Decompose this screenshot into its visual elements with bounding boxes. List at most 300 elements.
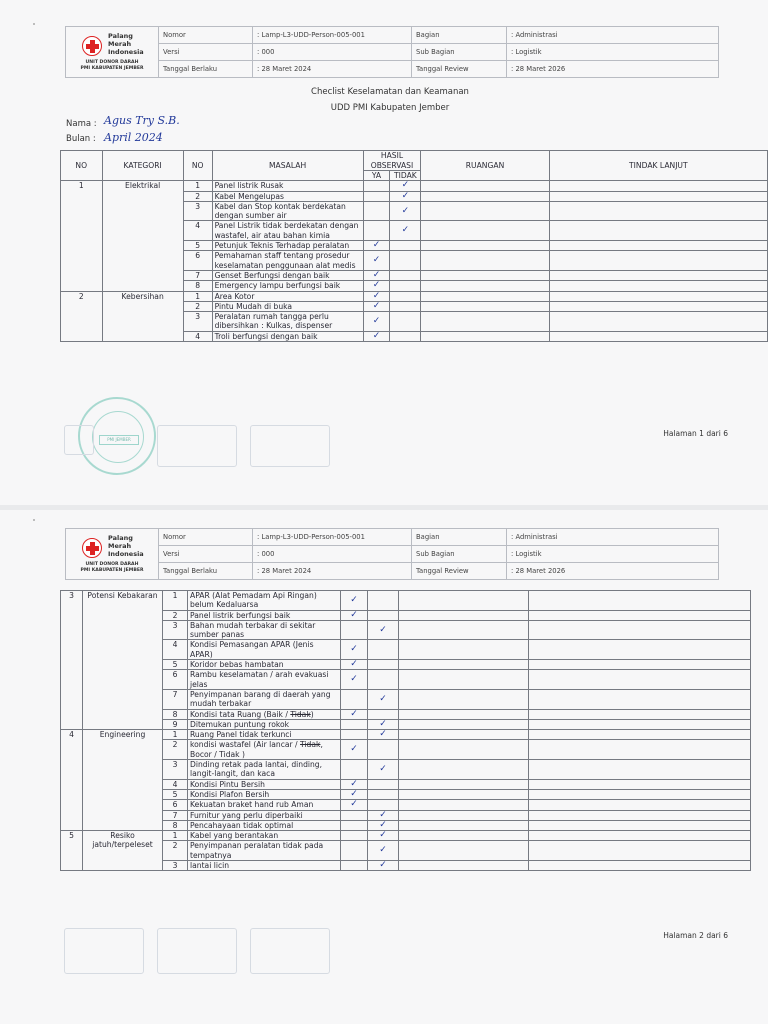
- check-mark-icon: ✓: [379, 845, 387, 856]
- checklist-table-1: [60, 150, 768, 342]
- check-mark-icon: ✓: [372, 291, 381, 301]
- item-number: 1: [163, 591, 188, 611]
- check-mark-icon: ✓: [401, 225, 410, 236]
- tindak-lanjut-cell[interactable]: [549, 312, 767, 332]
- checklist-table-2: [60, 590, 751, 871]
- bulan-value: April 2024: [104, 131, 163, 144]
- item-masalah: APAR (Alat Pemadam Api Ringan) belum Kedaluarsa: [188, 591, 341, 611]
- table-row: [61, 291, 768, 301]
- tidak-checkbox[interactable]: [390, 301, 421, 311]
- item-number: 2: [163, 610, 188, 620]
- ruangan-cell[interactable]: [421, 291, 549, 301]
- item-masalah: Kondisi Pemasangan APAR (Jenis APAR): [188, 640, 341, 660]
- item-masalah: Panel listrik berfungsi baik: [188, 610, 341, 620]
- table-row: [61, 591, 751, 611]
- item-number: 5: [163, 789, 188, 799]
- berlaku-label: Tanggal Berlaku: [159, 563, 253, 580]
- item-masalah: Pemahaman staff tentang prosedur keselamatan penggunaan alat medis: [212, 251, 363, 271]
- item-masalah: Rambu keselamatan / arah evakuasi jelas: [188, 670, 341, 690]
- check-mark-icon: ✓: [372, 255, 381, 266]
- tidak-checkbox[interactable]: [368, 620, 399, 640]
- nama-value: Agus Try S.B.: [104, 114, 180, 127]
- table-1-body: [61, 181, 768, 342]
- item-number: 6: [163, 800, 188, 810]
- ya-checkbox[interactable]: [341, 810, 368, 820]
- tindak-lanjut-cell[interactable]: [549, 181, 767, 191]
- bagian-label: Bagian: [412, 27, 507, 44]
- item-number: 4: [183, 221, 212, 241]
- ruangan-cell[interactable]: [399, 789, 529, 799]
- ruangan-cell[interactable]: [399, 620, 529, 640]
- tindak-lanjut-cell[interactable]: [529, 670, 751, 690]
- table-row: [61, 689, 751, 709]
- document-header-2: [65, 528, 719, 580]
- table-row: [61, 709, 751, 719]
- ya-checkbox[interactable]: [363, 251, 390, 271]
- review-label: Tanggal Review: [412, 61, 507, 78]
- ya-checkbox[interactable]: [363, 270, 390, 280]
- tindak-lanjut-cell[interactable]: [529, 789, 751, 799]
- subbagian-value: : Logistik: [507, 44, 719, 61]
- ya-checkbox[interactable]: [341, 591, 368, 611]
- ruangan-cell[interactable]: [399, 810, 529, 820]
- ya-checkbox[interactable]: [341, 689, 368, 709]
- tindak-lanjut-cell[interactable]: [549, 301, 767, 311]
- red-cross-icon: [82, 538, 102, 558]
- tindak-lanjut-cell[interactable]: [529, 719, 751, 729]
- tindak-lanjut-cell[interactable]: [529, 760, 751, 780]
- ruangan-cell[interactable]: [399, 719, 529, 729]
- tindak-lanjut-cell[interactable]: [549, 241, 767, 251]
- ruangan-cell[interactable]: [421, 270, 549, 280]
- check-mark-icon: ✓: [379, 860, 387, 871]
- item-masalah: Dinding retak pada lantai, dinding, langit-langit, dan kaca: [188, 760, 341, 780]
- ya-checkbox[interactable]: [341, 779, 368, 789]
- item-masalah: Petunjuk Teknis Terhadap peralatan: [212, 241, 363, 251]
- ruangan-cell[interactable]: [421, 241, 549, 251]
- check-mark-icon: ✓: [372, 240, 381, 251]
- group-number: 3: [61, 591, 83, 730]
- tidak-checkbox[interactable]: [390, 291, 421, 301]
- check-mark-icon: ✓: [379, 624, 387, 635]
- ruangan-cell[interactable]: [399, 831, 529, 841]
- ya-checkbox[interactable]: [341, 730, 368, 740]
- berlaku-value: : 28 Maret 2024: [253, 563, 412, 580]
- ya-checkbox[interactable]: [363, 331, 390, 341]
- tindak-lanjut-cell[interactable]: [529, 820, 751, 830]
- tindak-lanjut-cell[interactable]: [529, 610, 751, 620]
- table-row: [61, 740, 751, 760]
- item-number: 7: [163, 689, 188, 709]
- tindak-lanjut-cell[interactable]: [549, 201, 767, 221]
- ya-checkbox[interactable]: [363, 301, 390, 311]
- bagian-value: : Administrasi: [507, 27, 719, 44]
- tidak-checkbox[interactable]: [368, 660, 399, 670]
- tindak-lanjut-cell[interactable]: [529, 689, 751, 709]
- item-masalah: Panel listrik Rusak: [212, 181, 363, 191]
- tindak-lanjut-cell[interactable]: [529, 740, 751, 760]
- ya-checkbox[interactable]: [341, 610, 368, 620]
- review-value: : 28 Maret 2026: [507, 61, 719, 78]
- item-number: 2: [183, 301, 212, 311]
- tindak-lanjut-cell[interactable]: [549, 331, 767, 341]
- table-row: [61, 841, 751, 861]
- table-row: [61, 610, 751, 620]
- check-mark-icon: ✓: [379, 830, 387, 841]
- table-row: [61, 800, 751, 810]
- ruangan-cell[interactable]: [399, 779, 529, 789]
- berlaku-value: : 28 Maret 2024: [253, 61, 412, 78]
- check-mark-icon: ✓: [350, 594, 358, 605]
- tindak-lanjut-cell[interactable]: [529, 709, 751, 719]
- item-masalah: [188, 740, 341, 760]
- item-masalah: Genset Berfungsi dengan baik: [212, 270, 363, 280]
- table-row: [61, 719, 751, 729]
- check-mark-icon: ✓: [350, 789, 358, 799]
- document-header: [65, 26, 719, 78]
- item-masalah: Kabel dan Stop kontak berdekatan dengan sumber air: [212, 201, 363, 221]
- table-row: [61, 670, 751, 690]
- ruangan-cell[interactable]: [399, 660, 529, 670]
- tindak-lanjut-cell[interactable]: [529, 620, 751, 640]
- ya-checkbox[interactable]: [341, 800, 368, 810]
- tindak-lanjut-cell[interactable]: [529, 800, 751, 810]
- tidak-checkbox[interactable]: [390, 241, 421, 251]
- masalah-part: kondisi wastafel (Air lancar /: [190, 740, 301, 750]
- nomor-value: : Lamp-L3-UDD-Person-005-001: [253, 27, 412, 44]
- check-mark-icon: ✓: [350, 709, 358, 719]
- item-number: 3: [163, 620, 188, 640]
- ya-checkbox[interactable]: [341, 640, 368, 660]
- tindak-lanjut-cell[interactable]: [529, 841, 751, 861]
- col-no2: NO: [183, 151, 212, 181]
- ruangan-cell[interactable]: [399, 760, 529, 780]
- tindak-lanjut-cell[interactable]: [529, 591, 751, 611]
- ya-checkbox[interactable]: [341, 861, 368, 871]
- check-mark-icon: ✓: [372, 315, 381, 326]
- ya-checkbox[interactable]: [341, 820, 368, 830]
- ya-checkbox[interactable]: [341, 709, 368, 719]
- ruangan-cell[interactable]: [421, 191, 549, 201]
- tindak-lanjut-cell[interactable]: [529, 660, 751, 670]
- ruangan-cell[interactable]: [421, 281, 549, 291]
- ya-checkbox[interactable]: [341, 670, 368, 690]
- review-label: Tanggal Review: [412, 563, 507, 580]
- item-number: 1: [163, 730, 188, 740]
- tindak-lanjut-cell[interactable]: [529, 640, 751, 660]
- paraf-box-1: [64, 928, 144, 974]
- red-cross-icon: [82, 36, 102, 56]
- group-kategori: Kebersihan: [102, 291, 183, 341]
- nomor-label: Nomor: [159, 529, 253, 546]
- check-mark-icon: ✓: [350, 779, 358, 789]
- item-number: 2: [183, 191, 212, 201]
- tidak-checkbox[interactable]: [390, 191, 421, 201]
- paraf-box-2: [157, 425, 237, 467]
- subbagian-label: Sub Bagian: [412, 546, 507, 563]
- item-masalah: Kondisi Pintu Bersih: [188, 779, 341, 789]
- item-number: 4: [163, 640, 188, 660]
- group-kategori: Resiko jatuh/terpeleset: [83, 831, 163, 871]
- ya-checkbox[interactable]: [341, 789, 368, 799]
- col-ya: YA: [363, 171, 390, 181]
- col-masalah: MASALAH: [212, 151, 363, 181]
- item-number: 3: [183, 312, 212, 332]
- item-number: 7: [183, 270, 212, 280]
- ya-checkbox[interactable]: [363, 281, 390, 291]
- ruangan-cell[interactable]: [421, 331, 549, 341]
- item-number: 1: [183, 291, 212, 301]
- item-number: 7: [163, 810, 188, 820]
- ruangan-cell[interactable]: [421, 201, 549, 221]
- item-number: 3: [183, 201, 212, 221]
- masalah-part: , Bocor / Tidak ): [190, 740, 323, 759]
- item-number: 5: [163, 660, 188, 670]
- masalah-part: Kondisi tata Ruang (Baik /: [190, 709, 291, 719]
- scan-speck: [33, 23, 35, 25]
- versi-label: Versi: [159, 546, 253, 563]
- item-number: 9: [163, 719, 188, 729]
- item-masalah: Ditemukan puntung rokok: [188, 719, 341, 729]
- tidak-checkbox[interactable]: [368, 610, 399, 620]
- ruangan-cell[interactable]: [421, 312, 549, 332]
- check-mark-icon: ✓: [350, 674, 358, 685]
- tindak-lanjut-cell[interactable]: [549, 281, 767, 291]
- table-row: [61, 831, 751, 841]
- tidak-checkbox[interactable]: [390, 312, 421, 332]
- ya-checkbox[interactable]: [363, 181, 390, 191]
- pmi-logo: Palang Merah Indonesia UNIT DONOR DARAH PMI KABUPATEN JEMBER: [66, 529, 159, 580]
- ruangan-cell[interactable]: [399, 841, 529, 861]
- check-mark-icon: ✓: [372, 331, 381, 341]
- tidak-checkbox[interactable]: [368, 640, 399, 660]
- review-value: : 28 Maret 2026: [507, 563, 719, 580]
- group-number: 4: [61, 730, 83, 831]
- check-mark-icon: ✓: [379, 820, 387, 830]
- tindak-lanjut-cell[interactable]: [529, 779, 751, 789]
- page-footer-2: Halaman 2 dari 6: [663, 931, 728, 940]
- ya-checkbox[interactable]: [363, 191, 390, 201]
- ya-checkbox[interactable]: [363, 291, 390, 301]
- item-masalah: Pencahayaan tidak optimal: [188, 820, 341, 830]
- check-mark-icon: ✓: [350, 610, 358, 620]
- ruangan-cell[interactable]: [399, 820, 529, 830]
- tidak-checkbox[interactable]: [368, 760, 399, 780]
- item-number: 5: [183, 241, 212, 251]
- check-mark-icon: ✓: [350, 659, 358, 670]
- nomor-value: : Lamp-L3-UDD-Person-005-001: [253, 529, 412, 546]
- ruangan-cell[interactable]: [399, 640, 529, 660]
- item-masalah: Peralatan rumah tangga perlu dibersihkan : Kulkas, dispenser: [212, 312, 363, 332]
- doc-title: Checlist Keselamatan dan Keamanan: [311, 87, 469, 97]
- tidak-checkbox[interactable]: [368, 789, 399, 799]
- group-number: 5: [61, 831, 83, 871]
- check-mark-icon: ✓: [372, 270, 381, 280]
- tidak-checkbox[interactable]: [368, 719, 399, 729]
- table-row: [61, 730, 751, 740]
- tidak-checkbox[interactable]: [368, 591, 399, 611]
- paraf-box-2: [157, 928, 237, 974]
- col-tidak: TIDAK: [390, 171, 421, 181]
- check-mark-icon: ✓: [372, 280, 381, 291]
- check-mark-icon: ✓: [379, 763, 387, 774]
- item-masalah: Emergency lampu berfungsi baik: [212, 281, 363, 291]
- check-mark-icon: ✓: [379, 729, 387, 740]
- tidak-checkbox[interactable]: [368, 841, 399, 861]
- col-tindak: TINDAK LANJUT: [549, 151, 767, 181]
- ruangan-cell[interactable]: [399, 709, 529, 719]
- ruangan-cell[interactable]: [399, 861, 529, 871]
- nomor-label: Nomor: [159, 27, 253, 44]
- tidak-checkbox[interactable]: [390, 251, 421, 271]
- tidak-checkbox[interactable]: [390, 281, 421, 291]
- tindak-lanjut-cell[interactable]: [529, 861, 751, 871]
- item-number: 1: [183, 181, 212, 191]
- item-masalah: Panel Listrik tidak berdekatan dengan wastafel, air atau bahan kimia: [212, 221, 363, 241]
- table-row: [61, 181, 768, 191]
- tidak-checkbox[interactable]: [368, 670, 399, 690]
- col-kategori: KATEGORI: [102, 151, 183, 181]
- ya-checkbox[interactable]: [363, 241, 390, 251]
- ya-checkbox[interactable]: [341, 740, 368, 760]
- tidak-checkbox[interactable]: [368, 779, 399, 789]
- ruangan-cell[interactable]: [399, 740, 529, 760]
- item-masalah: lantai licin: [188, 861, 341, 871]
- tidak-checkbox[interactable]: [368, 831, 399, 841]
- check-mark-icon: ✓: [379, 810, 387, 820]
- versi-value: : 000: [253, 44, 412, 61]
- versi-label: Versi: [159, 44, 253, 61]
- group-number: 1: [61, 181, 103, 291]
- check-mark-icon: ✓: [379, 693, 387, 704]
- tindak-lanjut-cell[interactable]: [529, 831, 751, 841]
- tidak-checkbox[interactable]: [390, 201, 421, 221]
- group-kategori: Engineering: [83, 730, 163, 831]
- item-number: 2: [163, 740, 188, 760]
- item-number: 3: [163, 861, 188, 871]
- ya-checkbox[interactable]: [341, 760, 368, 780]
- ya-checkbox[interactable]: [363, 312, 390, 332]
- item-masalah: Pintu Mudah di buka: [212, 301, 363, 311]
- ruangan-cell[interactable]: [399, 800, 529, 810]
- check-mark-icon: ✓: [372, 301, 381, 311]
- check-mark-icon: ✓: [401, 191, 410, 201]
- item-masalah: Furnitur yang perlu diperbaiki: [188, 810, 341, 820]
- item-number: 2: [163, 841, 188, 861]
- ruangan-cell[interactable]: [399, 689, 529, 709]
- col-no: NO: [61, 151, 103, 181]
- ruangan-cell[interactable]: [421, 181, 549, 191]
- group-number: 2: [61, 291, 103, 341]
- ya-checkbox[interactable]: [363, 201, 390, 221]
- doc-subtitle: UDD PMI Kabupaten Jember: [330, 103, 450, 113]
- tindak-lanjut-cell[interactable]: [549, 221, 767, 241]
- versi-value: : 000: [253, 546, 412, 563]
- ruangan-cell[interactable]: [399, 670, 529, 690]
- tidak-checkbox[interactable]: [390, 270, 421, 280]
- item-number: 6: [163, 670, 188, 690]
- tidak-checkbox[interactable]: [390, 181, 421, 191]
- table-row: [61, 620, 751, 640]
- tindak-lanjut-cell[interactable]: [549, 191, 767, 201]
- tidak-checkbox[interactable]: [368, 810, 399, 820]
- col-hasil: HASIL OBSERVASI: [363, 151, 421, 171]
- item-number: 3: [163, 760, 188, 780]
- tindak-lanjut-cell[interactable]: [549, 291, 767, 301]
- ya-checkbox[interactable]: [363, 221, 390, 241]
- check-mark-icon: ✓: [401, 205, 410, 216]
- tidak-checkbox[interactable]: [368, 820, 399, 830]
- tidak-checkbox[interactable]: [368, 730, 399, 740]
- ya-checkbox[interactable]: [341, 660, 368, 670]
- ya-checkbox[interactable]: [341, 719, 368, 729]
- ruangan-cell[interactable]: [421, 251, 549, 271]
- item-masalah: Troli berfungsi dengan baik: [212, 331, 363, 341]
- tindak-lanjut-cell[interactable]: [529, 730, 751, 740]
- ya-checkbox[interactable]: [341, 831, 368, 841]
- table-row: [61, 789, 751, 799]
- item-masalah: Kondisi Plafon Bersih: [188, 789, 341, 799]
- tidak-checkbox[interactable]: [368, 800, 399, 810]
- table-2-body: [61, 591, 751, 871]
- tidak-checkbox[interactable]: [368, 709, 399, 719]
- ruangan-cell[interactable]: [399, 610, 529, 620]
- item-masalah: Kekuatan braket hand rub Aman: [188, 800, 341, 810]
- table-row: [61, 660, 751, 670]
- item-masalah: Ruang Panel tidak terkunci: [188, 730, 341, 740]
- item-masalah: Kabel yang berantakan: [188, 831, 341, 841]
- table-row: [61, 820, 751, 830]
- tidak-checkbox[interactable]: [390, 221, 421, 241]
- table-row: [61, 861, 751, 871]
- ruangan-cell[interactable]: [421, 301, 549, 311]
- tidak-checkbox[interactable]: [368, 689, 399, 709]
- item-number: 8: [183, 281, 212, 291]
- item-masalah: Penyimpanan barang di daerah yang mudah terbakar: [188, 689, 341, 709]
- pmi-logo: Palang Merah Indonesia UNIT DONOR DARAH PMI KABUPATEN JEMBER: [66, 27, 159, 78]
- check-mark-icon: ✓: [350, 799, 358, 810]
- page-2: [0, 510, 768, 1024]
- ya-checkbox[interactable]: [341, 620, 368, 640]
- masalah-part: ): [310, 709, 314, 719]
- page-1: [0, 0, 768, 505]
- tidak-checkbox[interactable]: [368, 740, 399, 760]
- item-number: 4: [183, 331, 212, 341]
- scan-speck: [33, 519, 35, 521]
- subbagian-label: Sub Bagian: [412, 44, 507, 61]
- check-mark-icon: ✓: [401, 180, 410, 191]
- tindak-lanjut-cell[interactable]: [549, 270, 767, 280]
- struck-text: Tidak: [300, 740, 321, 750]
- tindak-lanjut-cell[interactable]: [529, 810, 751, 820]
- ruangan-cell[interactable]: [399, 591, 529, 611]
- ruangan-cell[interactable]: [399, 730, 529, 740]
- tindak-lanjut-cell[interactable]: [549, 251, 767, 271]
- table-row: [61, 779, 751, 789]
- berlaku-label: Tanggal Berlaku: [159, 61, 253, 78]
- official-stamp: PMI JEMBER: [78, 397, 156, 475]
- ya-checkbox[interactable]: [341, 841, 368, 861]
- ruangan-cell[interactable]: [421, 221, 549, 241]
- bagian-value: : Administrasi: [507, 529, 719, 546]
- item-number: 1: [163, 831, 188, 841]
- bulan-label: Bulan :: [66, 134, 96, 144]
- nama-label: Nama :: [66, 119, 97, 129]
- tidak-checkbox[interactable]: [368, 861, 399, 871]
- tidak-checkbox[interactable]: [390, 331, 421, 341]
- item-masalah: [188, 709, 341, 719]
- item-masalah: Koridor bebas hambatan: [188, 660, 341, 670]
